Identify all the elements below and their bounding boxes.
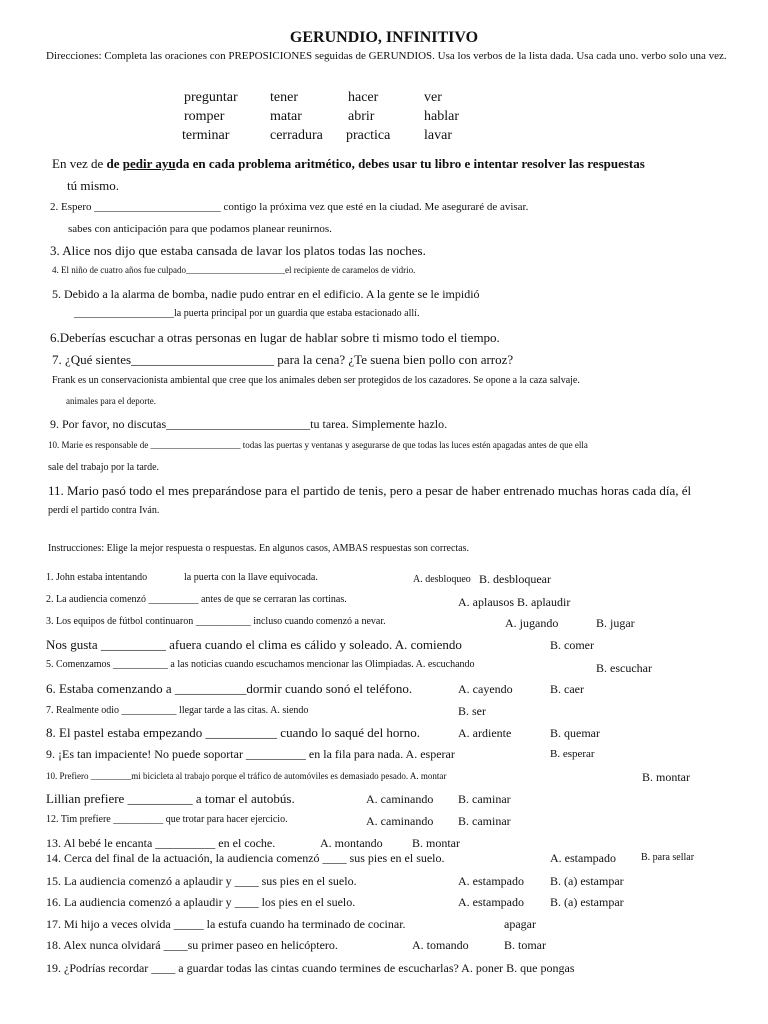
question-8: Frank es un conservacionista ambiental que cree que los animales deben ser protegidos de los cazadores. Se opone a la caza salvaje. — [52, 375, 580, 386]
choice-4-option-b: B. comer — [550, 638, 594, 652]
verb-item: tener — [270, 90, 298, 105]
question-5-continued: ____________________la puerta principal por un guardia que estaba estacionado allí. — [74, 308, 420, 319]
choice-8-question: 8. El pastel estaba empezando ___________ cuando lo saqué del horno. — [46, 725, 421, 740]
choice-13-option-a: A. montando — [320, 836, 383, 850]
question-8-continued: animales para el deporte. — [66, 396, 156, 406]
choice-11-option-a: A. caminando — [366, 792, 434, 806]
choice-11-option-b: B. caminar — [458, 792, 511, 806]
choice-17-question: 17. Mi hijo a veces olvida _____ la estufa cuando ha terminado de cocinar. — [46, 917, 406, 931]
verb-item: matar — [270, 109, 302, 124]
choice-12-option-b: B. caminar — [458, 814, 511, 828]
verb-item: preguntar — [184, 90, 238, 105]
choice-3-option-b: B. jugar — [596, 616, 635, 630]
choice-2-question: 2. La audiencia comenzó __________ antes de que se cerraran las cortinas. — [46, 594, 347, 605]
choice-14-option-a: A. estampado — [550, 851, 616, 865]
choice-1-question: 1. John estaba intentando — [46, 572, 148, 583]
choice-12-question: 12. Tim prefiere __________ que trotar para hacer ejercicio. — [46, 814, 288, 825]
choice-2-options: A. aplausos B. aplaudir — [458, 595, 571, 609]
choice-9-question: 9. ¡Es tan impaciente! No puede soportar __________ en la fila para nada. A. esperar — [46, 747, 455, 761]
question-2-continued: sabes con anticipación para que podamos planear reunirnos. — [68, 223, 332, 235]
choice-8-option-a: A. ardiente — [458, 726, 512, 740]
choice-16-option-a: A. estampado — [458, 895, 524, 909]
question-11: 11. Mario pasó todo el mes preparándose para el partido de tenis, pero a pesar de haber entrenado muchas horas cada día, él — [48, 483, 692, 498]
choice-5-question: 5. Comenzamos ___________ a las noticias cuando escuchamos mencionar las Olimpiadas. A. escuchando — [46, 659, 475, 670]
verb-item: terminar — [182, 128, 230, 143]
question-5: 5. Debido a la alarma de bomba, nadie pudo entrar en el edificio. A la gente se le impidió — [52, 287, 480, 301]
choice-6-option-b: B. caer — [550, 682, 584, 696]
choice-4-question: Nos gusta __________ afuera cuando el clima es cálido y soleado. A. comiendo — [46, 637, 462, 652]
choice-14-option-b: B. para sellar — [641, 852, 695, 863]
page-title: GERUNDIO, INFINITIVO — [289, 29, 479, 46]
choice-3-question: 3. Los equipos de fútbol continuaron ___________ incluso cuando comenzó a nevar. — [46, 616, 386, 627]
choice-9-option-b: B. esperar — [550, 748, 595, 760]
question-10: 10. Marie es responsable de ____________________ todas las puertas y ventanas y asegurarse de que todas las luces estén apagadas antes de que ella — [48, 440, 588, 450]
choice-6-option-a: A. cayendo — [458, 682, 513, 696]
verb-item: hablar — [424, 109, 459, 124]
choice-15-question: 15. La audiencia comenzó a aplaudir y ____ sus pies en el suelo. — [46, 874, 357, 888]
choice-19-question: 19. ¿Podrías recordar ____ a guardar todas las cintas cuando termines de escucharlas? A. poner B. que pongas — [46, 961, 575, 975]
choice-7-option-b: B. ser — [458, 704, 486, 718]
choice-18-question: 18. Alex nunca olvidará ____su primer paseo en helicóptero. — [46, 938, 338, 952]
choice-16-question: 16. La audiencia comenzó a aplaudir y ____ los pies en el suelo. — [46, 895, 356, 909]
question-6: 6.Deberías escuchar a otras personas en lugar de hablar sobre ti mismo todo el tiempo. — [50, 330, 500, 345]
question-1: En vez de de pedir ayuda en cada problema aritmético, debes usar tu libro e intentar resolver las respuestas — [52, 156, 645, 171]
verb-item: lavar — [424, 128, 452, 143]
choice-16-option-b: B. (a) estampar — [550, 895, 624, 909]
verb-item: abrir — [348, 109, 375, 124]
question-1-continued: tú mismo. — [67, 178, 120, 193]
choice-11-question: Lillian prefiere __________ a tomar el autobús. — [46, 791, 295, 806]
choice-3-option-a: A. jugando — [505, 616, 559, 630]
choice-10-option-b: B. montar — [642, 770, 690, 784]
choice-15-option-a: A. estampado — [458, 874, 524, 888]
verb-item: hacer — [348, 90, 379, 105]
question-9: 9. Por favor, no discutas________________________tu tarea. Simplemente hazlo. — [50, 417, 448, 431]
choice-5-option-b: B. escuchar — [596, 661, 652, 675]
question-3: 3. Alice nos dijo que estaba cansada de lavar los platos todas las noches. — [50, 243, 426, 258]
choice-12-option-a: A. caminando — [366, 814, 434, 828]
choice-1-option-a: A. desbloqueo — [413, 574, 471, 585]
question-4: 4. El niño de cuatro años fue culpado______________________el recipiente de caramelos de vidrio. — [52, 265, 416, 275]
choice-13-question: 13. Al bebé le encanta __________ en el coche. — [46, 836, 276, 850]
verb-item: romper — [184, 109, 225, 124]
verb-item: cerradura — [270, 128, 323, 143]
verb-item: ver — [424, 90, 442, 105]
choice-7-question: 7. Realmente odio ___________ llegar tarde a las citas. A. siendo — [46, 705, 309, 716]
choice-15-option-b: B. (a) estampar — [550, 874, 624, 888]
verb-item: practica — [346, 128, 391, 143]
choice-18-option-a: A. tomando — [412, 938, 469, 952]
choice-18-option-b: B. tomar — [504, 938, 546, 952]
instructions-text: Instrucciones: Elige la mejor respuesta o respuestas. En algunos casos, AMBAS respuestas son correctas. — [48, 543, 470, 554]
directions-text: Direcciones: Completa las oraciones con PREPOSICIONES seguidas de GERUNDIOS. Usa los verbos de la lista dada. Usa cada uno. verbo solo una vez. — [46, 50, 727, 62]
choice-17-option-b: apagar — [504, 917, 536, 931]
question-7: 7. ¿Qué sientes______________________ para la cena? ¿Te suena bien pollo con arroz? — [52, 352, 514, 367]
choice-1-question-end: la puerta con la llave equivocada. — [184, 572, 318, 583]
choice-10-question: 10. Prefiero _________mi bicicleta al trabajo porque el tráfico de automóviles es demasiado pesado. A. montar — [46, 771, 447, 781]
choice-14-question: 14. Cerca del final de la actuación, la audiencia comenzó ____ sus pies en el suelo. — [46, 851, 445, 865]
question-11-continued: perdí el partido contra Iván. — [48, 505, 160, 516]
question-2: 2. Espero _______________________ contigo la próxima vez que esté en la ciudad. Me aseguraré de avisar. — [50, 201, 529, 213]
question-10-continued: sale del trabajo por la tarde. — [48, 462, 160, 473]
choice-1-option-b: B. desbloquear — [479, 572, 551, 586]
choice-6-question: 6. Estaba comenzando a ___________dormir cuando sonó el teléfono. — [46, 681, 413, 696]
choice-13-option-b: B. montar — [412, 836, 460, 850]
example-answer: pedir ayu — [122, 156, 176, 171]
choice-8-option-b: B. quemar — [550, 726, 600, 740]
